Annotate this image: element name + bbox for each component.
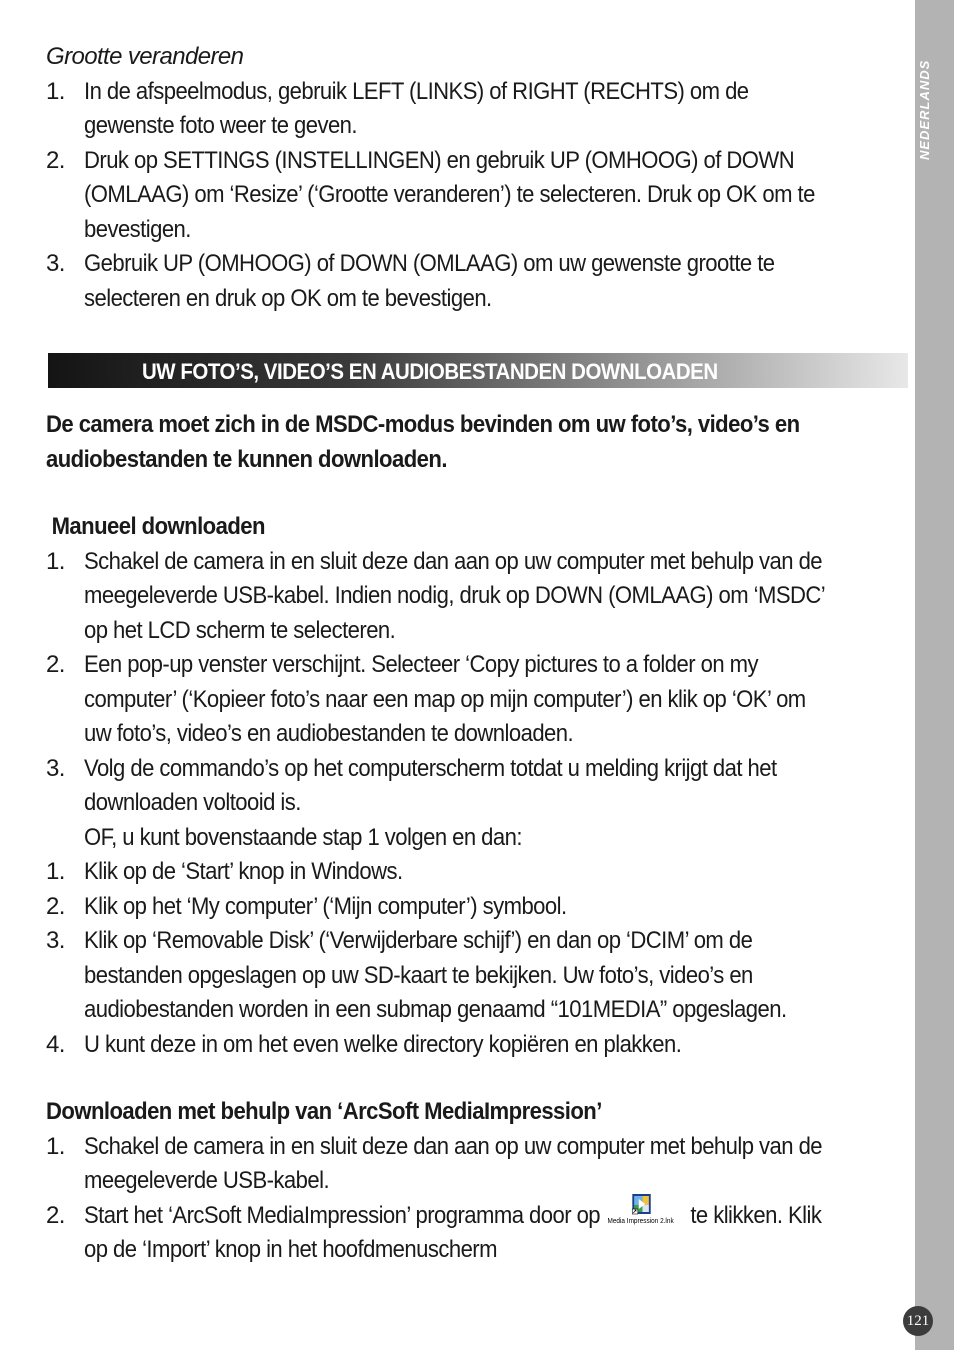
step-line	[84, 1199, 821, 1234]
step-number: 3.	[46, 927, 65, 954]
manual-heading: Manueel downloaden	[46, 513, 265, 540]
or-line	[46, 821, 906, 856]
step-line: Gebruik UP (OMHOOG) of DOWN (OMLAAG) om uw gewenste grootte te	[84, 250, 775, 277]
step-number: 1.	[46, 858, 65, 885]
step-number: 2.	[46, 1201, 65, 1229]
step-line: Druk op SETTINGS (INSTELLINGEN) en gebruik UP (OMHOOG) of DOWN	[84, 146, 795, 174]
list-item	[46, 648, 906, 752]
step-text: Start het ‘ArcSoft MediaImpression’ programma door op	[84, 1201, 606, 1229]
step-number: 2.	[46, 146, 65, 174]
list-item	[46, 752, 906, 821]
step-line: computer’ (‘Kopieer foto’s naar een map op mijn computer’) en klik op ‘OK’ om	[84, 685, 806, 713]
arcsoft-heading	[46, 1095, 906, 1130]
step-line: uw foto’s, video’s en audiobestanden te downloaden.	[84, 720, 574, 747]
step-line: (OMLAAG) om ‘Resize’ (‘Grootte veranderen’) te selecteren. Druk op OK om te	[84, 181, 815, 208]
section-banner	[48, 353, 908, 388]
list-item	[46, 890, 906, 925]
step-line: Klik op ‘Removable Disk’ (‘Verwijderbare schijf’) en dan op ‘DCIM’ om de	[84, 927, 753, 954]
resize-heading: Grootte veranderen	[46, 43, 244, 70]
step-text: te klikken. Klik	[684, 1201, 822, 1229]
step-number: 2.	[46, 892, 65, 920]
page-number: 121	[903, 1306, 933, 1336]
step-line: op het LCD scherm te selecteren.	[84, 616, 396, 644]
step-line: selecteren en druk op OK om te bevestigen.	[84, 284, 492, 312]
step-line: meegeleverde USB-kabel. Indien nodig, druk op DOWN (OMLAAG) om ‘MSDC’	[84, 582, 826, 609]
step-number: 1.	[46, 547, 65, 575]
alt-steps	[46, 855, 906, 1062]
resize-steps	[46, 75, 906, 317]
step-number: 3.	[46, 754, 65, 782]
intro-line: De camera moet zich in de MSDC-modus bevinden om uw foto’s, video’s en	[46, 411, 800, 438]
or-line-text: OF, u kunt bovenstaande stap 1 volgen en dan:	[84, 823, 522, 851]
language-sidebar	[915, 0, 954, 1350]
step-number: 2.	[46, 651, 65, 678]
icon-caption: Media Impression 2.lnk	[607, 1218, 674, 1226]
step-number: 1.	[46, 77, 65, 105]
step-line: Een pop-up venster verschijnt. Selecteer ‘Copy pictures to a folder on my	[84, 651, 758, 678]
step-line: U kunt deze in om het even welke directory kopiëren en plakken.	[84, 1030, 682, 1058]
list-item	[46, 545, 906, 649]
step-line: Schakel de camera in en sluit deze dan aan op uw computer met behulp van de	[84, 1132, 823, 1160]
arcsoft-step-2	[46, 1199, 906, 1268]
step-line: op de ‘Import’ knop in het hoofdmenuscherm	[84, 1236, 497, 1264]
language-tab-label: NEDERLANDS	[917, 59, 932, 160]
arcsoft-heading-text: Downloaden met behulp van ‘ArcSoft MediaImpression’	[46, 1098, 602, 1125]
intro-line: audiobestanden te kunnen downloaden.	[46, 445, 447, 473]
step-line: Klik op de ‘Start’ knop in Windows.	[84, 858, 403, 885]
step-line: downloaden voltooid is.	[84, 789, 301, 816]
list-item	[46, 247, 906, 316]
step-number: 1.	[46, 1132, 65, 1160]
step-line: In de afspeelmodus, gebruik LEFT (LINKS) of RIGHT (RECHTS) om de	[84, 77, 749, 105]
resize-section	[46, 40, 906, 316]
step-line: Klik op het ‘My computer’ (‘Mijn computer’) symbool.	[84, 892, 567, 920]
step-line: meegeleverde USB-kabel.	[84, 1167, 330, 1194]
download-section	[46, 408, 906, 1268]
step-line: gewenste foto weer te geven.	[84, 112, 358, 139]
list-item	[46, 1028, 906, 1063]
media-impression-icon	[631, 1193, 651, 1215]
step-line: audiobestanden worden in een submap genaamd “101MEDIA” opgeslagen.	[84, 996, 787, 1023]
manual-steps	[46, 545, 906, 821]
section-banner-title: UW FOTO’S, VIDEO’S EN AUDIOBESTANDEN DOWNLOADEN	[142, 359, 718, 384]
step-line: Volg de commando’s op het computerscherm totdat u melding krijgt dat het	[84, 754, 777, 782]
intro-text	[46, 408, 906, 477]
list-item	[46, 924, 906, 1028]
arcsoft-step-1	[46, 1130, 906, 1199]
list-item	[46, 75, 906, 144]
media-impression-shortcut[interactable]	[606, 1199, 685, 1233]
step-line: bestanden opgeslagen op uw SD-kaart te bekijken. Uw foto’s, video’s en	[84, 961, 753, 989]
step-line: bevestigen.	[84, 215, 191, 243]
step-number: 4.	[46, 1030, 65, 1058]
list-item	[46, 144, 906, 248]
step-line: Schakel de camera in en sluit deze dan aan op uw computer met behulp van de	[84, 547, 823, 575]
list-item	[46, 855, 906, 890]
step-number: 3.	[46, 250, 65, 277]
